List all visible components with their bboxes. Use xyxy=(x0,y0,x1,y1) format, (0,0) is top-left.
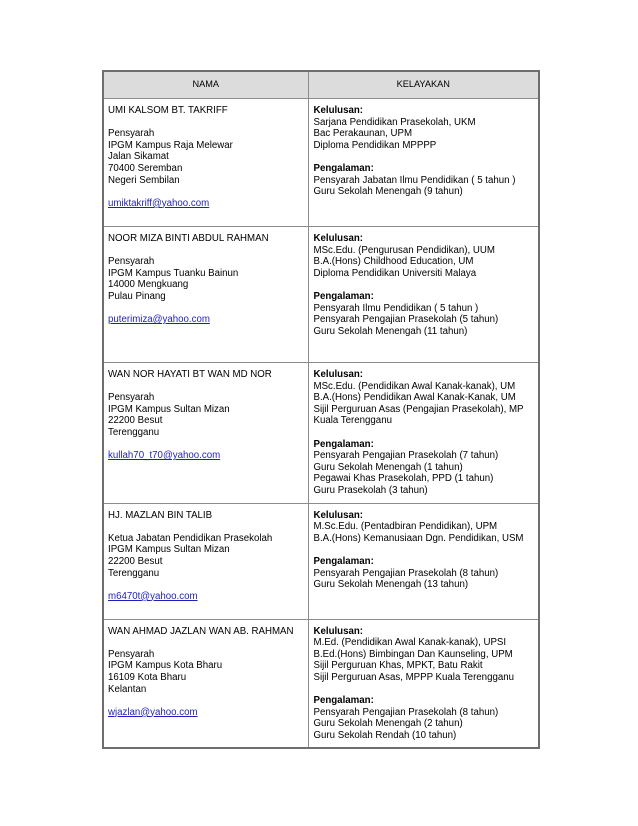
column-header-nama: NAMA xyxy=(103,71,308,99)
kelulusan-item: B.A.(Hons) Pendidikan Awal Kanak-Kanak, UM xyxy=(313,392,516,404)
person-name: UMI KALSOM BT. TAKRIFF xyxy=(108,105,228,116)
pengalaman-item: Guru Sekolah Menengah (13 tahun) xyxy=(313,579,469,591)
address-line: IPGM Kampus Sultan Mizan xyxy=(108,403,230,415)
table-row xyxy=(103,619,539,748)
pengalaman-heading: Pengalaman: xyxy=(313,162,374,174)
person-title: Pensyarah xyxy=(108,128,155,140)
pengalaman-item: Pegawai Khas Prasekolah, PPD (1 tahun) xyxy=(313,473,494,485)
address-line: IPGM Kampus Raja Melewar xyxy=(108,139,233,151)
address-line: Kelantan xyxy=(108,683,147,695)
person-title: Pensyarah xyxy=(108,256,155,268)
person-name: NOOR MIZA BINTI ABDUL RAHMAN xyxy=(108,233,269,244)
table-row xyxy=(103,99,539,227)
address-line: Terengganu xyxy=(108,426,160,438)
spacer xyxy=(314,427,535,439)
email-link[interactable]: puterimiza@yahoo.com xyxy=(108,314,210,326)
pengalaman-item: Pensyarah Pengajian Prasekolah (5 tahun) xyxy=(313,314,499,326)
person-name: WAN NOR HAYATI BT WAN MD NOR xyxy=(108,369,272,380)
table-row xyxy=(103,503,539,619)
kelulusan-item: B.A.(Hons) Childhood Education, UM xyxy=(313,256,474,268)
address-line: 22200 Besut xyxy=(108,555,163,567)
kelulusan-item: MSc.Edu. (Pendidikan Awal Kanak-kanak), UM xyxy=(313,380,516,392)
kelulusan-heading: Kelulusan: xyxy=(313,369,364,380)
nama-cell xyxy=(103,227,308,363)
spacer xyxy=(108,303,304,315)
spacer xyxy=(108,381,304,393)
person-title: Ketua Jabatan Pendidikan Prasekolah xyxy=(108,532,273,544)
pengalaman-item: Guru Sekolah Menengah (11 tahun) xyxy=(313,325,468,337)
kelulusan-item: Kuala Terengganu xyxy=(313,415,392,427)
pengalaman-item: Guru Prasekolah (3 tahun) xyxy=(313,484,428,496)
pengalaman-item: Pensyarah Pengajian Prasekolah (8 tahun) xyxy=(313,567,499,579)
lecturer-table xyxy=(102,70,540,749)
pengalaman-heading: Pengalaman: xyxy=(313,290,374,302)
spacer xyxy=(314,151,535,163)
kelayakan-cell xyxy=(308,227,539,363)
pengalaman-item: Guru Sekolah Menengah (9 tahun) xyxy=(313,186,463,198)
kelayakan-cell xyxy=(308,99,539,227)
pengalaman-heading: Pengalaman: xyxy=(313,438,374,450)
person-name: HJ. MAZLAN BIN TALIB xyxy=(108,509,213,521)
kelulusan-item: B.A.(Hons) Kemanusiaan Dgn. Pendidikan, USM xyxy=(313,532,524,544)
table-row xyxy=(103,227,539,363)
address-line: Negeri Sembilan xyxy=(108,174,180,186)
kelulusan-item: Sijil Perguruan Asas (Pengajian Prasekolah), MP xyxy=(313,403,524,415)
kelulusan-item: B.Ed.(Hons) Bimbingan Dan Kaunseling, UPM xyxy=(313,648,513,660)
spacer xyxy=(314,544,535,556)
email-link[interactable]: umiktakriff@yahoo.com xyxy=(108,197,210,209)
kelulusan-item: Diploma Pendidikan Universiti Malaya xyxy=(313,267,477,279)
email-link[interactable]: kullah70_t70@yahoo.com xyxy=(108,450,221,462)
address-line: IPGM Kampus Sultan Mizan xyxy=(108,544,230,556)
pengalaman-item: Guru Sekolah Menengah (1 tahun) xyxy=(313,461,463,473)
kelulusan-heading: Kelulusan: xyxy=(313,625,364,637)
pengalaman-heading: Pengalaman: xyxy=(313,695,374,707)
person-title: Pensyarah xyxy=(108,392,155,404)
kelulusan-heading: Kelulusan: xyxy=(313,233,364,244)
email-link[interactable]: wjazlan@yahoo.com xyxy=(108,706,198,718)
email-link[interactable]: m6470t@yahoo.com xyxy=(108,590,198,602)
spacer xyxy=(108,117,304,129)
document-page xyxy=(102,70,538,749)
address-line: 16109 Kota Bharu xyxy=(108,671,187,683)
kelulusan-item: M.Sc.Edu. (Pentadbiran Pendidikan), UPM xyxy=(313,521,498,533)
pengalaman-item: Pensyarah Pengajian Prasekolah (7 tahun) xyxy=(313,450,499,462)
spacer xyxy=(108,245,304,257)
pengalaman-item: Pensyarah Pengajian Prasekolah (8 tahun) xyxy=(313,706,499,718)
kelulusan-item: Bac Perakaunan, UPM xyxy=(313,128,413,140)
address-line: Pulau Pinang xyxy=(108,290,166,302)
nama-cell xyxy=(103,619,308,748)
kelayakan-cell xyxy=(308,363,539,504)
pengalaman-item: Pensyarah Ilmu Pendidikan ( 5 tahun ) xyxy=(313,302,479,314)
table-header-row xyxy=(103,71,539,99)
pengalaman-item: Pensyarah Jabatan Ilmu Pendidikan ( 5 tahun ) xyxy=(313,174,516,186)
address-line: 22200 Besut xyxy=(108,415,163,427)
person-name: WAN AHMAD JAZLAN WAN AB. RAHMAN xyxy=(108,625,294,637)
nama-cell xyxy=(103,503,308,619)
pengalaman-item: Guru Sekolah Rendah (10 tahun) xyxy=(313,729,457,741)
kelayakan-cell xyxy=(308,619,539,748)
address-line: 14000 Mengkuang xyxy=(108,279,189,291)
spacer xyxy=(108,637,304,649)
spacer xyxy=(108,186,304,198)
kelulusan-item: Sijil Perguruan Asas, MPPP Kuala Terengganu xyxy=(313,671,515,683)
spacer xyxy=(108,695,304,707)
kelayakan-cell xyxy=(308,503,539,619)
address-line: Terengganu xyxy=(108,567,160,579)
address-line: Jalan Sikamat xyxy=(108,151,169,163)
kelulusan-heading: Kelulusan: xyxy=(313,105,364,116)
column-header-kelayakan: KELAYAKAN xyxy=(308,71,539,99)
nama-cell xyxy=(103,363,308,504)
kelulusan-item: Sijil Perguruan Khas, MPKT, Batu Rakit xyxy=(313,660,483,672)
kelulusan-item: M.Ed. (Pendidikan Awal Kanak-kanak), UPSI xyxy=(313,637,507,649)
pengalaman-item: Guru Sekolah Menengah (2 tahun) xyxy=(313,718,463,730)
table-body xyxy=(103,99,539,749)
table-row xyxy=(103,363,539,504)
kelulusan-heading: Kelulusan: xyxy=(313,509,364,521)
spacer xyxy=(314,684,535,696)
spacer xyxy=(108,521,304,533)
spacer xyxy=(108,579,304,591)
person-title: Pensyarah xyxy=(108,648,155,660)
spacer xyxy=(314,279,535,291)
spacer xyxy=(108,439,304,451)
address-line: 70400 Seremban xyxy=(108,162,183,174)
pengalaman-heading: Pengalaman: xyxy=(313,555,374,567)
nama-cell xyxy=(103,99,308,227)
address-line: IPGM Kampus Tuanku Bainun xyxy=(108,267,239,279)
kelulusan-item: Diploma Pendidikan MPPPP xyxy=(313,139,437,151)
kelulusan-item: MSc.Edu. (Pengurusan Pendidikan), UUM xyxy=(313,244,495,256)
address-line: IPGM Kampus Kota Bharu xyxy=(108,660,223,672)
kelulusan-item: Sarjana Pendidikan Prasekolah, UKM xyxy=(313,116,476,128)
